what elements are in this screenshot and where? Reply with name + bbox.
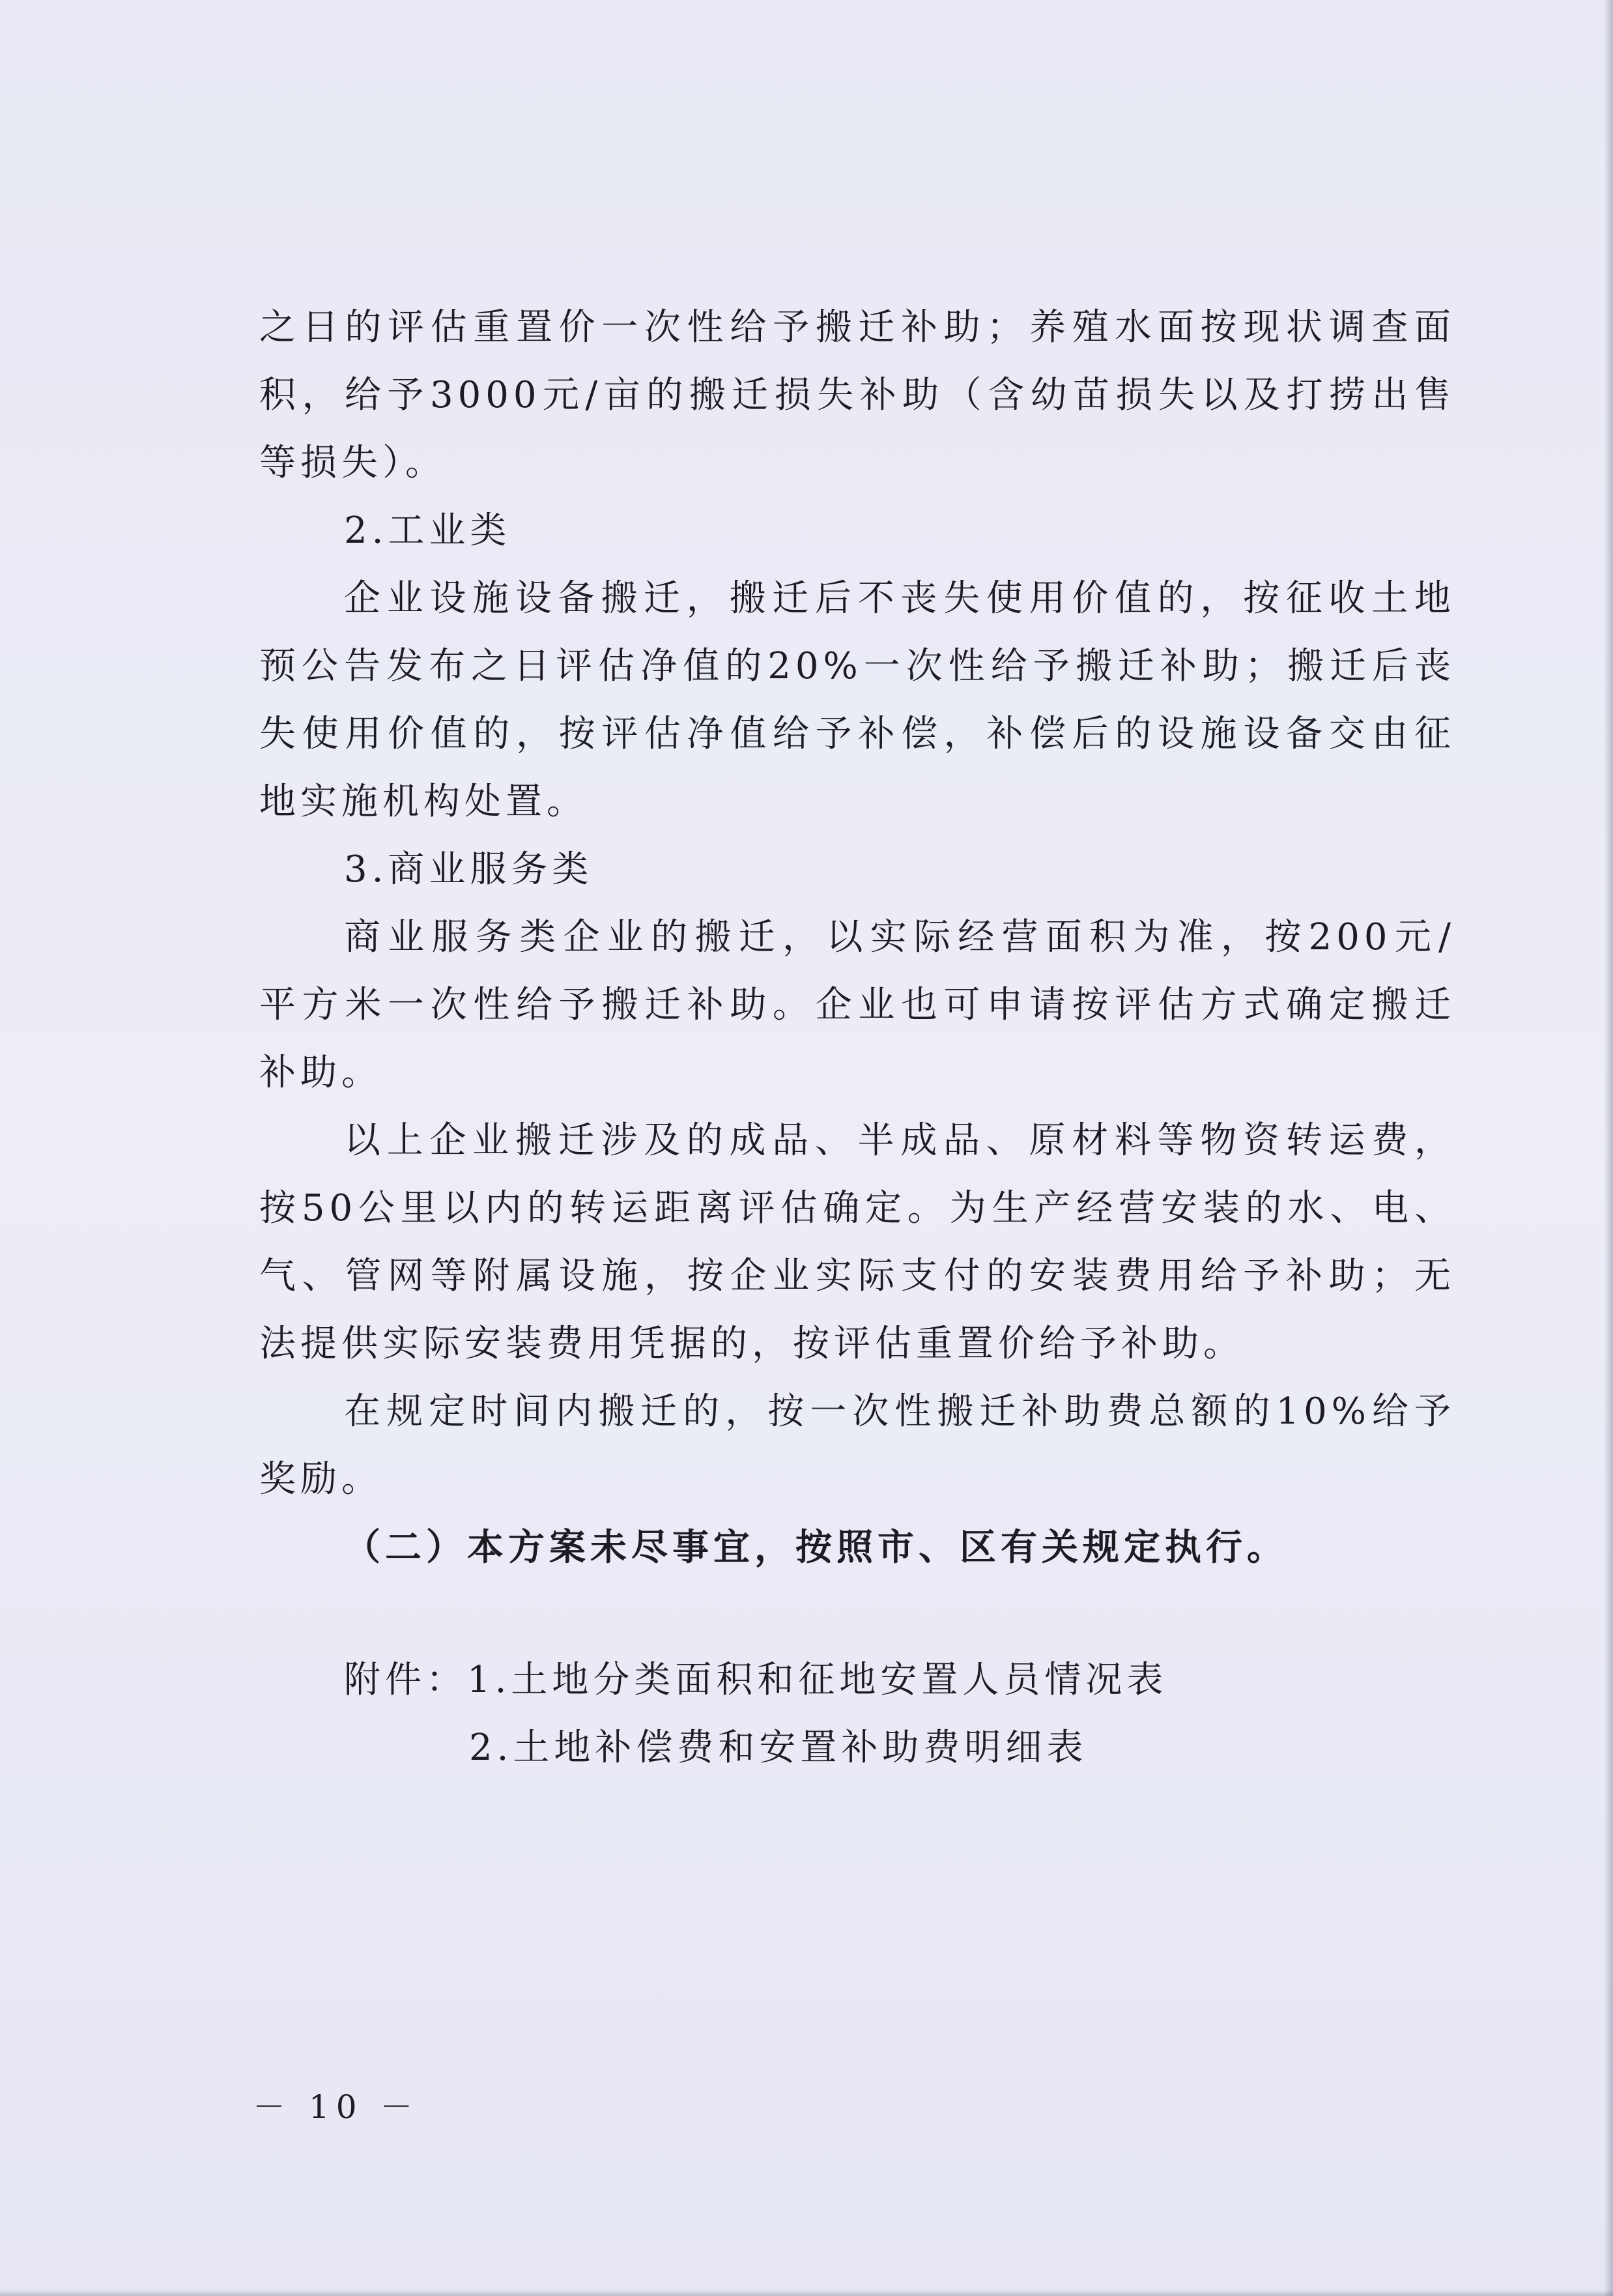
paragraph-line: 失使用价值的，按评估净值给予补偿，补偿后的设施设备交由征 [259, 713, 1455, 755]
paragraph-line: 按50公里以内的转运距离评估确定。为生产经营安装的水、电、 [259, 1187, 1455, 1229]
attachment-item: 1.土地分类面积和征地安置人员情况表 [467, 1659, 1168, 1701]
scan-edge-bottom [0, 2289, 1613, 2296]
paragraph-line: 法提供实际安装费用凭据的，按评估重置价给予补助。 [259, 1323, 1244, 1365]
attachments-label: 附件： [344, 1659, 467, 1701]
attachments-line-1 [344, 1651, 1167, 1710]
paragraph-line: 奖励。 [259, 1458, 382, 1500]
paragraph-line: 之日的评估重置价一次性给予搬迁补助；养殖水面按现状调查面 [259, 306, 1455, 349]
section-heading-bold: （二）本方案未尽事宜，按照市、区有关规定执行。 [344, 1526, 1288, 1569]
paragraph-line: 等损失）。 [259, 442, 446, 484]
paragraph-line: 平方米一次性给予搬迁补助。企业也可申请按评估方式确定搬迁 [259, 984, 1455, 1026]
paragraph-line: 气、管网等附属设施，按企业实际支付的安装费用给予补助；无 [259, 1255, 1455, 1297]
paragraph-line: 补助。 [259, 1052, 382, 1094]
paragraph-line: 预公告发布之日评估净值的20%一次性给予搬迁补助；搬迁后丧 [259, 645, 1455, 687]
paragraph-line: 在规定时间内搬迁的，按一次性搬迁补助费总额的10%给予 [344, 1390, 1455, 1433]
paragraph-line: 企业设施设备搬迁，搬迁后不丧失使用价值的，按征收土地 [344, 577, 1455, 620]
section-heading: 2.工业类 [344, 509, 511, 552]
section-heading: 3.商业服务类 [344, 848, 593, 891]
paragraph-line: 地实施机构处置。 [259, 781, 588, 823]
scan-edge-right [1604, 0, 1613, 2296]
paragraph-line: 以上企业搬迁涉及的成品、半成品、原材料等物资转运费， [344, 1119, 1455, 1162]
paragraph-line: 商业服务类企业的搬迁，以实际经营面积为准，按200元/ [344, 916, 1455, 958]
paragraph-line: 积，给予3000元/亩的搬迁损失补助（含幼苗损失以及打捞出售 [259, 374, 1455, 416]
page-number: － 10 － [253, 2088, 420, 2126]
attachment-item: 2.土地补偿费和安置补助费明细表 [469, 1727, 1088, 1769]
